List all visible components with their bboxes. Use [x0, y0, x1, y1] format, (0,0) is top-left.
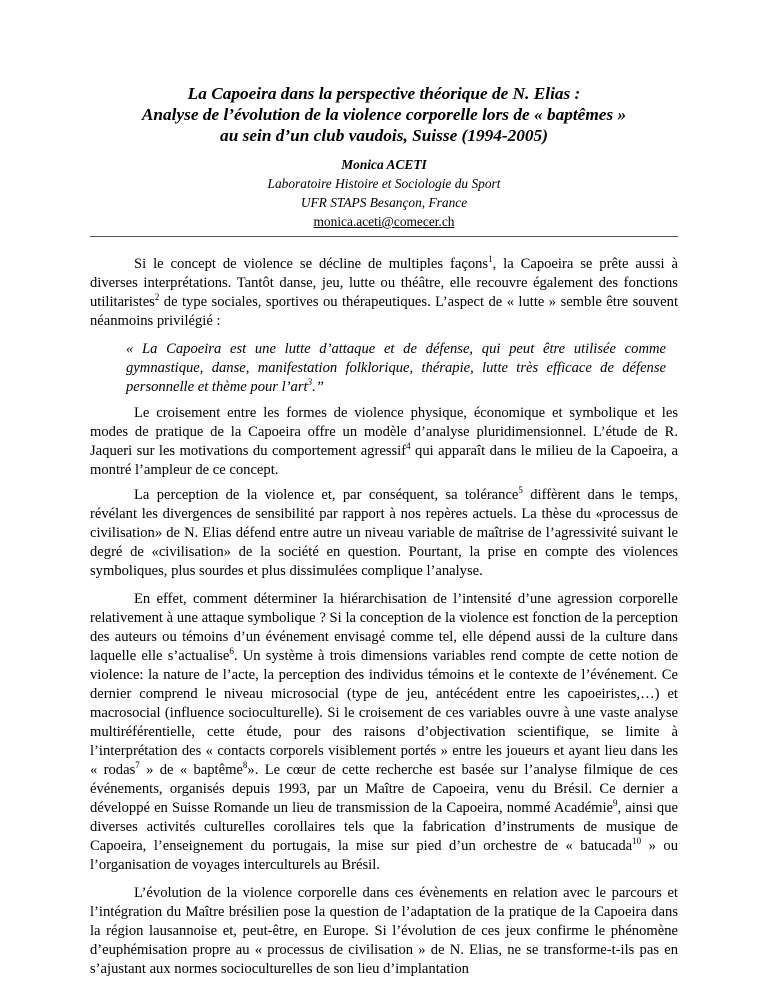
- paragraph-2: Le croisement entre les formes de violence physique, économique et symbolique et les modes de pratique de la Capoeira offre un modèle d’analyse pluridimensionnel. L’étude de R. Jaqueri sur les motivations du comportement agressif$^4$ qui apparaît dans le milieu de la Capoeira, a montré l’ampleur de ce concept.: [90, 405, 678, 478]
- paper-title: [90, 83, 678, 146]
- block-quote: « La Capoeira est une lutte d’attaque et de défense, qui peut être utilisée comme gymnastique, danse, manifestation folklorique, thérapie, lutte très efficace de défense personnelle et thème pour l’art$^3$.”: [126, 341, 666, 395]
- footnote-ref-8[interactable]: 8: [242, 760, 248, 771]
- header-divider: [90, 236, 678, 237]
- author-block: [90, 155, 678, 231]
- author-lab: Laboratoire Histoire et Sociologie du Sport: [267, 176, 501, 191]
- title-line-1: La Capoeira dans la perspective théorique de N. Elias :: [187, 84, 581, 103]
- footnote-ref-6[interactable]: 6: [229, 646, 234, 657]
- footnote-ref-4[interactable]: 4: [406, 441, 411, 452]
- author-name: Monica ACETI: [341, 157, 427, 172]
- footnote-ref-9[interactable]: 9: [613, 798, 618, 809]
- paragraph-4: En effet, comment déterminer la hiérarchisation de l’intensité d’une agression corporelle relativement à une attaque symbolique ? Si la conception de la violence est fonction de la perception des auteurs ou témoins d’un événement envisagé comme tel, elle dépend aussi de la culture dans laquelle elle s’actualise$^6$. Un système à trois dimensions variables rend compte de cette notion de violence: la nature de l’acte, la perception des individus témoins et le contexte de l’événement. Ce dernier comprend le niveau microsocial (type de jeu, antécédent entre les capoeiristes,…) et macrosocial (influence socioculturelle). Si le croisement de ces variables ouvre à une vaste analyse multiréférentielle, cette étude, pour des raisons d’objectivation scientifique, se limite à l’interprétation des « contacts corporels visiblement portés » entre les joueurs et ayant lieu dans les « rodas$^7$ » de « baptême$^8$». Le cœur de cette recherche est basée sur l’analyse filmique de ces événements, organisés depuis 1993, par un Maître de Capoeira, venu du Brésil. Ce dernier a développé en Suisse Romande un lieu de transmission de la Capoeira, nommé Académie$^9$, ainsi que diverses activités culturelles corollaires tels que la fabrication d’instruments de musique de Capoeira, l’enseignement du portugais, la mise sur pied d’un orchestre de « batucada$^{10}$ » ou l’organisation de voyages interculturels au Brésil.: [90, 591, 679, 873]
- body-text: [90, 255, 678, 988]
- paragraph-1: Si le concept de violence se décline de multiples façons$^1$, la Capoeira se prête aussi à diverses interprétations. Tantôt danse, jeu, lutte ou théâtre, elle recouvre également des fonctions utilitaristes$^2$ de type sociales, sportives ou thérapeutiques. L’aspect de « lutte » semble être souvent néanmoins privilégié :: [90, 254, 678, 329]
- footnote-ref-10[interactable]: 10: [632, 836, 642, 847]
- footnote-ref-1[interactable]: 1: [488, 254, 493, 265]
- paragraph-3: La perception de la violence et, par conséquent, sa tolérance$^5$ diffèrent dans le temps, révélant les divergences de sensibilité par rapport à nos repères actuels. La thèse du «processus de civilisation» de N. Elias défend entre autre un niveau variable de maîtrise de l’agressivité suivant le degré de «civilisation» de la société en question. Pourtant, la prise en compte des violences symboliques, plus sourdes et plus dissimulées complique l’analyse.: [90, 485, 678, 579]
- title-line-3: au sein d’un club vaudois, Suisse (1994-2005): [220, 126, 548, 145]
- author-email-link[interactable]: monica.aceti@comecer.ch: [313, 214, 455, 229]
- footnote-ref-2[interactable]: 2: [154, 292, 160, 303]
- author-ufr: UFR STAPS Besançon, France: [300, 195, 468, 210]
- footnote-ref-7[interactable]: 7: [135, 760, 140, 771]
- footnote-ref-5[interactable]: 5: [518, 485, 523, 496]
- title-line-2: Analyse de l’évolution de la violence corporelle lors de « baptêmes »: [141, 105, 627, 124]
- paragraph-5: L’évolution de la violence corporelle dans ces évènements en relation avec le parcours et l’intégration du Maître brésilien pose la question de l’adaptation de la pratique de la Capoeira dans la région lausannoise et, peut-être, en Europe. Si l’évolution de ces jeux confirme le phénomène d’euphémisation propre au « processus de civilisation » de N. Elias, ne se transforme-t-ils pas en s’ajustant aux normes socioculturelles de son lieu d’implantation: [90, 885, 678, 977]
- footnote-ref-3[interactable]: 3: [307, 377, 313, 388]
